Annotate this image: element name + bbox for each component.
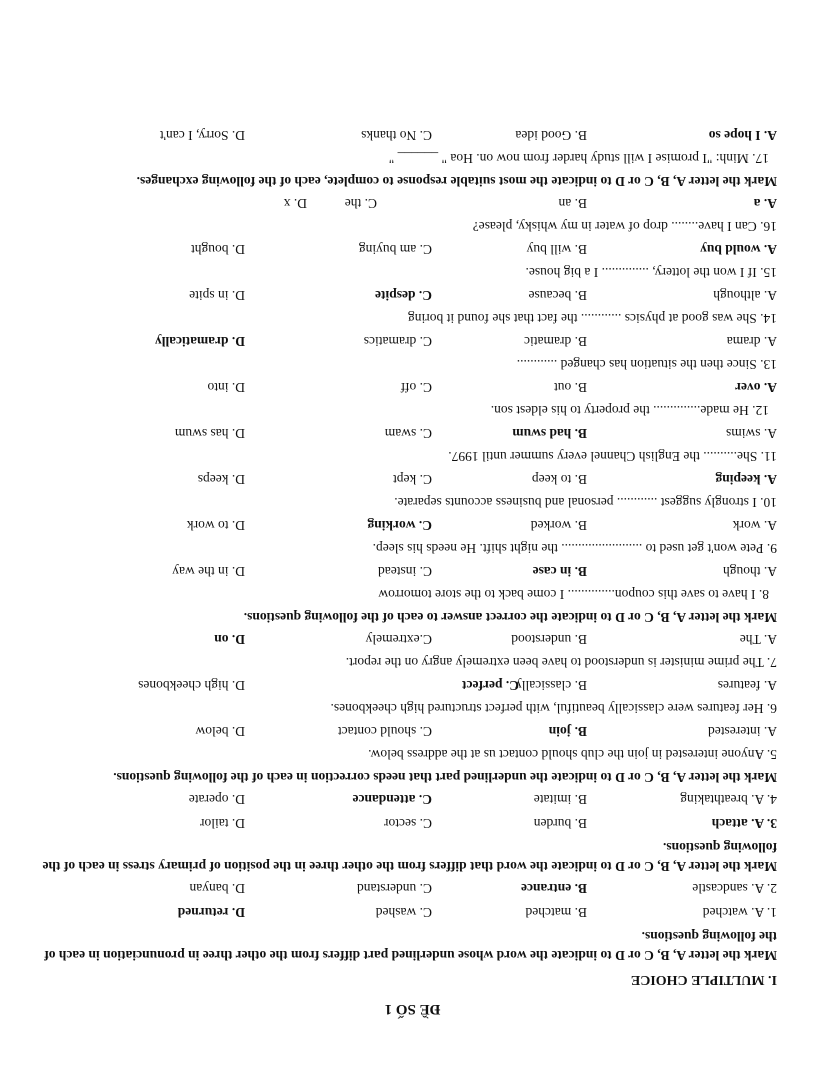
options-q9 [37,513,777,537]
question-10-stem: 10. I strongly suggest ............ personal and business accounts separate. [394,495,777,510]
instruction-pronunciation: Mark the letter A, B, C or D to indicate the word whose underlined part differs from the other three in pronunciation in each of the following questions. [44,929,777,963]
option-q1-d: D. returned [177,905,245,920]
option-q8-b: B. in case [532,564,587,579]
option-q1-c: C. washed [375,905,432,920]
options-q7 [37,627,777,651]
options-q8 [37,559,777,583]
option-q4-a: 4. A. breathtaking [680,792,777,807]
option-q14-a: A. although [713,288,777,303]
option-q16-a: A. a [753,196,777,211]
option-q13-b: B. dramatic [524,334,587,349]
option-q3-d: D. tailor [200,816,245,831]
option-q15-b: B. will buy [526,242,587,257]
option-q12-c: C. off [400,380,432,395]
option-q12-a: A. over [735,380,777,395]
option-q6-b: B. classically [515,678,587,693]
option-q11-c: C. swam [384,426,432,441]
option-q4-c: C. attendance [352,792,432,807]
questions-content [37,123,777,965]
question-12-stem: 12. He made.............. the property to his eldest son. [490,403,769,418]
section-heading: I. MULTIPLE CHOICE [630,972,777,987]
option-q17-a: A. I hope so [708,128,777,143]
options-q1 [37,900,777,924]
option-q17-b: B. Good idea [515,128,587,143]
option-q9-a: A. work [732,518,777,533]
option-q7-a: A. The [739,632,777,647]
option-q6-a: A. features [717,678,777,693]
option-q5-d: D. below [195,724,245,739]
option-q16-d: D. x [283,196,307,211]
option-q13-c: C. dramatics [363,334,432,349]
option-q3-a: 3. A. attach [711,816,777,831]
option-q2-b: B. entrance [521,881,587,896]
options-q15 [37,237,777,261]
option-q16-c: C. the [344,196,377,211]
question-9-stem: 9. Pete won't get used to ........................ the night shift. He needs his sleep. [372,541,777,556]
option-q2-a: 2. A. sandcastle [692,881,777,896]
option-q1-a: 1. A. watched [702,905,777,920]
option-q2-c: C. understand [357,881,432,896]
option-q2-d: D. banyan [189,881,245,896]
options-q11 [37,421,777,445]
option-q7-c: C.extremely [365,632,432,647]
question-14-stem: 14. She was good at physics ............ the fact that she found it boring [408,311,777,326]
option-q7-b: B. understood [511,632,587,647]
option-q16-b: B. an [558,196,587,211]
options-q12 [37,375,777,399]
question-15-stem: 15. If I won the lottery, .............. I a big house. [525,265,777,280]
option-q6-c: C. perfect [462,678,519,693]
option-q10-d: D. keeps [197,472,245,487]
option-q14-c: C. despite [375,288,432,303]
option-q10-c: C. kept [393,472,432,487]
options-q3 [37,811,777,835]
question-5-stem: 5. Anyone interested in join the club should contact us at the address below. [368,747,777,762]
question-16-stem: 16. Can I have........ drop of water in my whisky, please? [472,219,777,234]
option-q5-c: C. should contact [337,724,432,739]
options-q14 [37,283,777,307]
options-q4 [37,787,777,811]
option-q12-d: D. into [207,380,245,395]
option-q8-a: A. though [723,564,777,579]
page-title: ĐỀ SỐ 1 [384,1001,441,1017]
option-q4-d: D. operate [188,792,245,807]
option-q8-d: D. in the way [172,564,245,579]
options-q16 [37,191,777,215]
option-q6-d: D. high cheekbones [138,678,245,693]
option-q11-d: D. has swum [174,426,245,441]
question-7-stem: 7. The prime minister is understood to have been extremely angry on the report. [345,655,777,670]
options-q2 [37,876,777,900]
option-q10-a: A. keeping [715,472,777,487]
instruction-stress: Mark the letter A, B, C or D to indicate the word that differs from the other three in the position of primary stress in each of the following questions. [42,840,777,874]
option-q9-c: C. working [367,518,432,533]
option-q3-c: C. sector [384,816,432,831]
question-8-stem: 8. I have to save this coupon.............. I come back to the store tomorrow [378,587,769,602]
option-q5-a: A. interested [708,724,777,739]
option-q11-b: B. had swum [512,426,587,441]
option-q14-b: B. because [528,288,587,303]
option-q15-d: D. bought [191,242,245,257]
question-17-stem: 17. Minh: "I promise I will study harder from now on. Hoa " ______ " [388,151,769,166]
option-q9-d: D. to work [186,518,245,533]
option-q4-b: B. imitate [533,792,587,807]
options-q6 [37,673,777,697]
option-q11-a: A. swims [725,426,777,441]
option-q9-b: B. worked [530,518,587,533]
option-q8-c: C. instead [378,564,432,579]
option-q13-a: A. drama [726,334,777,349]
option-q13-d: D. dramatically [155,334,245,349]
option-q17-d: D. Sorry, I can't [159,128,245,143]
option-q14-d: D. in spite [189,288,245,303]
option-q12-b: B. out [553,380,587,395]
question-11-stem: 11. She.......... the English Channel every summer until 1997. [448,449,777,464]
option-q7-d: D. on [214,632,245,647]
options-q13 [37,329,777,353]
question-13-stem: 13. Since then the situation has changed ............ [516,357,777,372]
option-q10-b: B. to keep [531,472,587,487]
option-q15-c: C. am buying [358,242,432,257]
option-q3-b: B. burden [533,816,587,831]
question-6-stem: 6. Her features were classically beautiful, with perfect structured high cheekbones. [330,701,777,716]
instruction-correction: Mark the letter A, B, C or D to indicate the underlined part that needs correction in each of the following questions. [113,770,777,785]
option-q1-b: B. matched [525,905,587,920]
options-q17 [37,123,777,147]
option-q5-b: B. join [548,724,587,739]
options-q10 [37,467,777,491]
instruction-answer: Mark the letter A, B, C or D to indicate the correct answer to each of the following questions. [243,610,777,625]
options-q5 [37,719,777,743]
option-q17-c: C. No thanks [361,128,432,143]
instruction-exchange: Mark the letter A, B, C or D to indicate the most suitable response to complete, each of the following exchanges. [136,174,777,189]
option-q15-a: A. would buy [700,242,777,257]
